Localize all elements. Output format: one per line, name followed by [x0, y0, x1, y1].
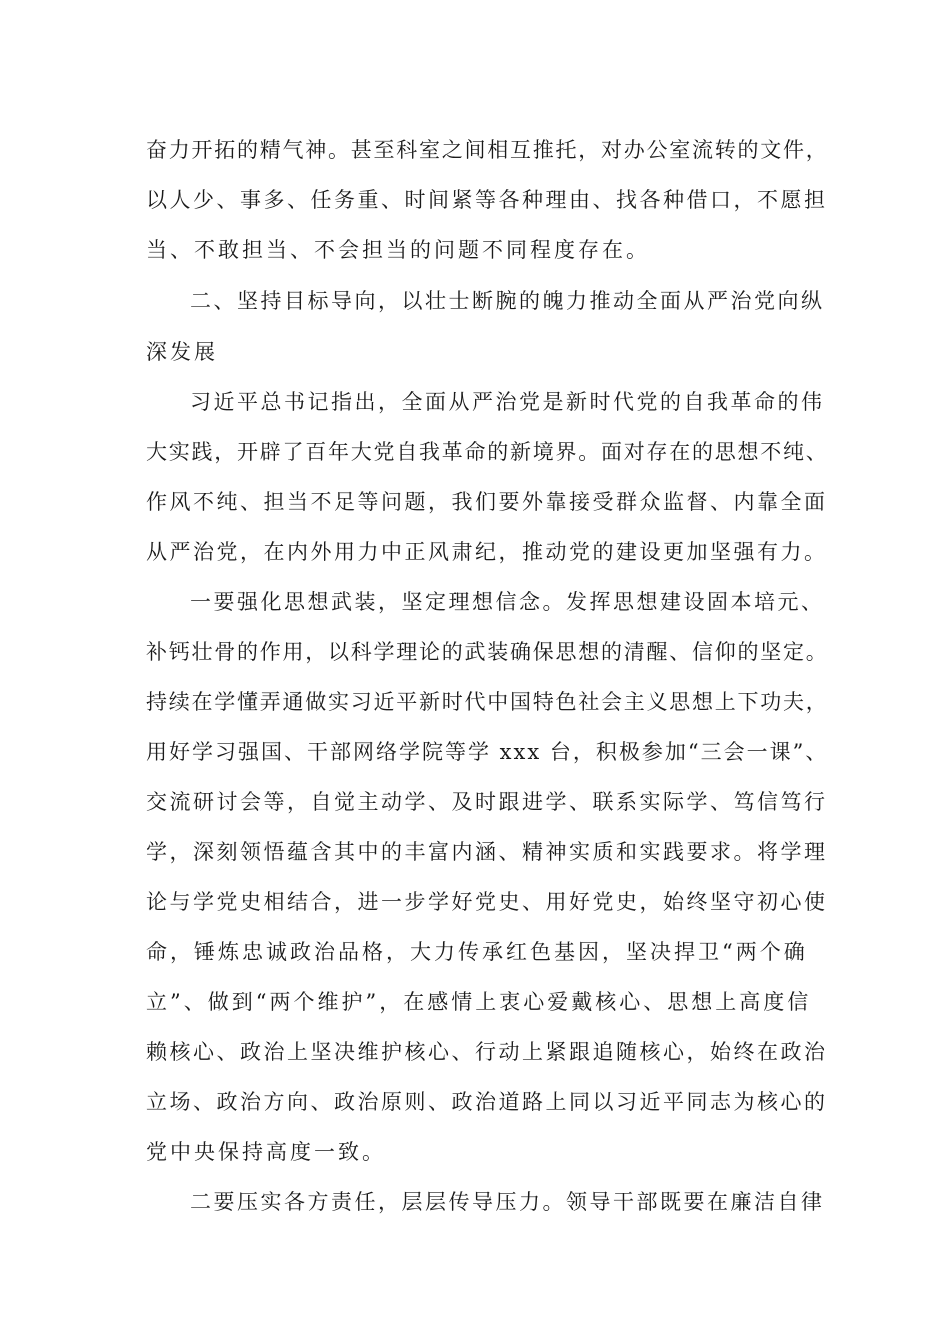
text-line-12: 持续在学懂弄通做实习近平新时代中国特色社会主义思想上下功夫，: [146, 690, 829, 714]
section-heading-line-1: 二、坚持目标导向，以壮士断腕的魄力推动全面从严治党向纵: [190, 289, 825, 313]
text-line-22: 二要压实各方责任，层层传导压力。领导干部既要在廉洁自律: [190, 1190, 825, 1214]
text-line-15: 学，深刻领悟蕴含其中的丰富内涵、精神实质和实践要求。将学理: [146, 840, 828, 864]
text-line-13: 用好学习强国、干部网络学院等学 xxx 台，积极参加“三会一课”、: [146, 740, 829, 764]
text-line-3: 当、不敢担当、不会担当的问题不同程度存在。: [146, 238, 650, 262]
text-line-16: 论与学党史相结合，进一步学好党史、用好党史，始终坚守初心使: [146, 890, 828, 914]
text-line-14: 交流研讨会等，自觉主动学、及时跟进学、联系实际学、笃信笃行: [146, 790, 828, 814]
text-line-17: 命，锤炼忠诚政治品格，大力传承红色基因，坚决捍卫“两个确: [146, 940, 808, 964]
text-line-19: 赖核心、政治上坚决维护核心、行动上紧跟追随核心，始终在政治: [146, 1040, 828, 1064]
text-line-10: 一要强化思想武装，坚定理想信念。发挥思想建设固本培元、: [190, 590, 825, 614]
text-line-21: 党中央保持高度一致。: [146, 1140, 386, 1164]
text-line-2: 以人少、事多、任务重、时间紧等各种理由、找各种借口，不愿担: [146, 188, 828, 212]
text-line-6: 习近平总书记指出，全面从严治党是新时代党的自我革命的伟: [190, 390, 825, 414]
text-line-11: 补钙壮骨的作用，以科学理论的武装确保思想的清醒、信仰的坚定。: [146, 640, 829, 664]
text-line-18: 立”、做到“两个维护”，在感情上衷心爱戴核心、思想上高度信: [146, 990, 812, 1014]
text-line-8: 作风不纯、担当不足等问题，我们要外靠接受群众监督、内靠全面: [146, 490, 828, 514]
text-line-20: 立场、政治方向、政治原则、政治道路上同以习近平同志为核心的: [146, 1090, 828, 1114]
text-line-7: 大实践，开辟了百年大党自我革命的新境界。面对存在的思想不纯、: [146, 440, 829, 464]
text-line-9: 从严治党，在内外用力中正风肃纪，推动党的建设更加坚强有力。: [146, 540, 828, 564]
text-line-1: 奋力开拓的精气神。甚至科室之间相互推托，对办公室流转的文件，: [146, 138, 829, 162]
section-heading-line-2: 深发展: [146, 340, 218, 364]
